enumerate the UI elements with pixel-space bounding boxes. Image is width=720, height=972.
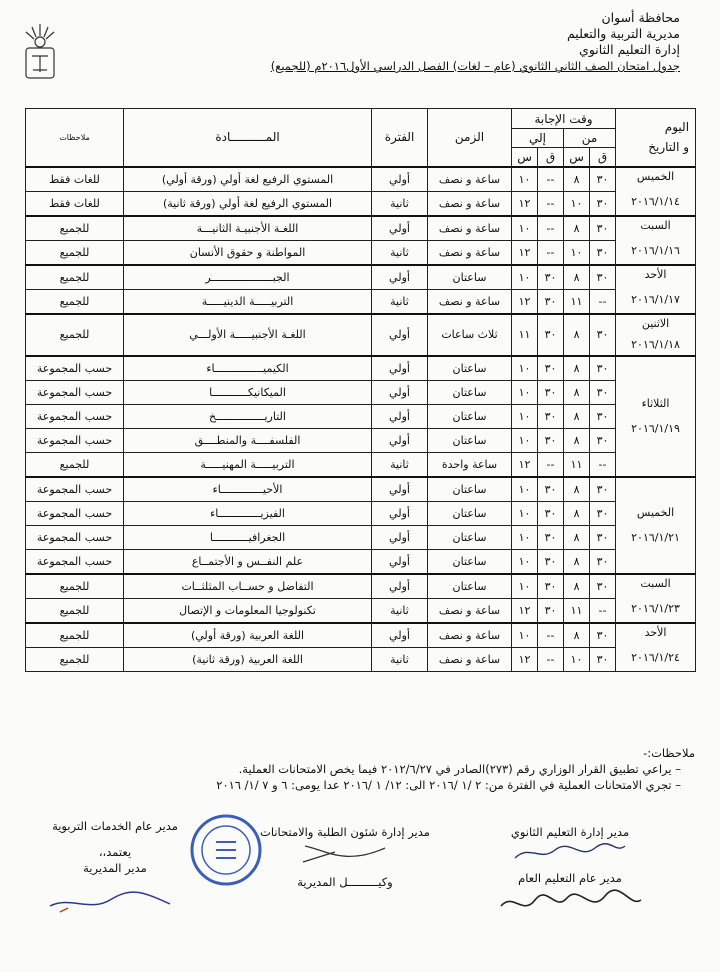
table-row [26,404,696,428]
signature-right-sub: مدير عام التعليم العام [518,871,622,885]
duration: ساعتان [428,525,512,549]
day-date: ٢٠١٦/١/٢٣ [631,601,680,615]
day-cell [616,477,696,574]
period: أولي [372,265,428,290]
from-minutes: -- [590,598,616,623]
table-row [26,216,696,241]
subject: المواطنة و حقوق الأنسان [124,240,372,265]
table-row [26,525,696,549]
day-date: ٢٠١٦/١/٢١ [631,531,680,544]
from-minutes: -- [590,452,616,477]
note: حسب المجموعة [26,549,124,574]
table-row [26,623,696,648]
table-row [26,314,696,356]
day-name: الخميس [636,506,675,519]
table-caption: جدول امتحان الصف الثاني الثانوي (عام – لغات) الفصل الدراسي الأول٢٠١٦م (للجميع) [270,59,680,73]
from-hours: ١٠ [564,240,590,265]
from-hours: ١١ [564,452,590,477]
note: للجميع [26,452,124,477]
to-minutes: -- [538,647,564,671]
to-hours: ١٢ [512,240,538,265]
from-hours: ٨ [564,623,590,648]
to-minutes: ٣٠ [538,477,564,502]
to-minutes: ٣٠ [538,380,564,404]
period: ثانية [372,647,428,671]
to-hours: ١٠ [512,428,538,452]
header-date: و التاريخ [648,140,690,155]
header-period: الفترة [372,109,428,167]
period: أولي [372,574,428,599]
period: أولي [372,428,428,452]
duration: ساعة و نصف [428,598,512,623]
subject: الجبـــــــــــــــــــر [124,265,372,290]
subject: الميكانيكـــــــــــا [124,380,372,404]
duration: ساعتان [428,477,512,502]
from-minutes: ٣٠ [590,314,616,356]
to-minutes: ٣٠ [538,356,564,381]
from-minutes: ٣٠ [590,477,616,502]
notes-title: ملاحظات:- [643,746,695,760]
period: ثانية [372,598,428,623]
day-name: السبت [640,576,671,590]
to-minutes: ٣٠ [538,314,564,356]
period: أولي [372,549,428,574]
from-hours: ٨ [564,574,590,599]
day-date: ٢٠١٦/١/٢٤ [631,650,680,664]
duration: ساعة و نصف [428,216,512,241]
table-row [26,477,696,502]
to-hours: ١٢ [512,191,538,216]
table-row [26,191,696,216]
to-hours: ١٠ [512,501,538,525]
document-header [271,10,680,74]
signature-block-left [30,818,200,920]
subject: اللغـة الأجنبيـــــة الأولـــي [124,314,372,356]
subject: المستوي الرفيع لغة أولي (ورقة ثانية) [124,191,372,216]
period: أولي [372,216,428,241]
from-minutes: ٣٠ [590,191,616,216]
to-minutes: -- [538,240,564,265]
from-hours: ٨ [564,428,590,452]
to-hours: ١٢ [512,289,538,314]
to-minutes: -- [538,216,564,241]
emblem-logo-icon [18,20,62,86]
header-to-hours: س [512,148,538,167]
signature-left-sub: مدير المديرية [83,861,147,875]
day-cell [616,265,696,314]
note: للجميع [26,647,124,671]
from-hours: ١١ [564,289,590,314]
from-minutes: ٣٠ [590,356,616,381]
subject: اللغة العربية (ورقة ثانية) [124,647,372,671]
day-name: السبت [640,218,671,232]
subject: اللغة العربية (ورقة أولي) [124,623,372,648]
signature-block-right [480,824,660,924]
to-minutes: ٣٠ [538,404,564,428]
table-row [26,356,696,381]
from-hours: ٨ [564,501,590,525]
duration: ساعة و نصف [428,623,512,648]
note: للجميع [26,240,124,265]
subject: التربيـــــة المهنيـــــة [124,452,372,477]
handwritten-signature-icon [495,886,645,920]
signature-left-mid: يعتمد،، [98,845,132,859]
from-minutes: ٣٠ [590,501,616,525]
duration: ساعتان [428,380,512,404]
period: ثانية [372,452,428,477]
handwritten-signature-icon [510,840,630,866]
to-hours: ١٢ [512,598,538,623]
period: أولي [372,314,428,356]
table-row [26,240,696,265]
from-hours: ١٠ [564,191,590,216]
signature-middle-title: مدير إدارة شئون الطلبة والامتحانات [260,825,430,839]
day-name: الاثنين [641,316,670,330]
table-row [26,647,696,671]
duration: ساعتان [428,501,512,525]
note: للغات فقط [26,167,124,192]
note: للجميع [26,216,124,241]
day-date: ٢٠١٦/١/١٤ [631,194,680,208]
from-hours: ٨ [564,167,590,192]
to-hours: ١٠ [512,623,538,648]
to-hours: ١٠ [512,380,538,404]
day-name: الأحد [644,625,667,639]
duration: ساعتان [428,428,512,452]
day-date: ٢٠١٦/١/١٩ [631,422,680,435]
table-row [26,574,696,599]
from-minutes: ٣٠ [590,525,616,549]
header-from-hours: س [564,148,590,167]
header-from: من [564,129,616,148]
header-day: اليوم [664,120,690,135]
from-hours: ٨ [564,380,590,404]
subject: المستوي الرفيع لغة أولي (ورقة أولي) [124,167,372,192]
from-hours: ١٠ [564,647,590,671]
from-minutes: ٣٠ [590,380,616,404]
note: حسب المجموعة [26,380,124,404]
duration: ساعتان [428,574,512,599]
duration: ثلاث ساعات [428,314,512,356]
handwritten-signature-icon [295,840,395,870]
note: حسب المجموعة [26,428,124,452]
subject: الأحيـــــــــــــاء [124,477,372,502]
period: أولي [372,477,428,502]
directorate-name: مديرية التربية والتعليم [566,26,680,41]
to-minutes: ٣٠ [538,574,564,599]
from-hours: ٨ [564,265,590,290]
duration: ساعتان [428,265,512,290]
note: للجميع [26,314,124,356]
table-row [26,289,696,314]
from-hours: ٨ [564,525,590,549]
period: أولي [372,356,428,381]
to-minutes: -- [538,167,564,192]
day-date: ٢٠١٦/١/١٧ [631,292,680,306]
subject: الكيميـــــــــــــــاء [124,356,372,381]
note: للجميع [26,598,124,623]
day-name: الأحد [644,267,667,281]
day-cell [616,623,696,672]
day-name: الخميس [636,169,675,183]
department-name: إدارة التعليم الثانوي [579,42,680,57]
subject: التاريـــــــــــــــخ [124,404,372,428]
subject: الجغرافيـــــــــــا [124,525,372,549]
table-row [26,380,696,404]
subject: الفيزيـــــــــــــاء [124,501,372,525]
to-hours: ١٠ [512,525,538,549]
governorate-name: محافظة أسوان [601,10,680,25]
duration: ساعة و نصف [428,647,512,671]
from-minutes: ٣٠ [590,549,616,574]
notes-line-1: – يراعي تطبيق القرار الوزاري رقم (٢٧٣)الصادر في ٢٠١٢/٦/٢٧ فيما يخص الامتحانات العملية. [238,762,681,776]
from-minutes: ٣٠ [590,647,616,671]
to-minutes: -- [538,452,564,477]
note: للجميع [26,265,124,290]
from-minutes: -- [590,289,616,314]
day-cell [616,216,696,265]
duration: ساعة واحدة [428,452,512,477]
to-minutes: ٣٠ [538,501,564,525]
to-minutes: ٣٠ [538,525,564,549]
header-to-minutes: ق [538,148,564,167]
note: حسب المجموعة [26,477,124,502]
to-hours: ١١ [512,314,538,356]
handwritten-signature-icon [40,876,190,916]
day-name: الثلاثاء [641,397,670,410]
header-notes: ملاحظات [26,109,124,167]
note: للجميع [26,574,124,599]
signature-middle-sub: وكيـــــــــل المديرية [297,875,393,889]
exam-schedule-table [25,108,696,672]
to-minutes: ٣٠ [538,428,564,452]
duration: ساعتان [428,404,512,428]
period: أولي [372,404,428,428]
signature-left-title: مدير عام الخدمات التربوية [52,819,178,833]
to-hours: ١٠ [512,356,538,381]
from-minutes: ٣٠ [590,623,616,648]
note: حسب المجموعة [26,356,124,381]
header-from-minutes: ق [590,148,616,167]
period: ثانية [372,289,428,314]
table-row [26,167,696,192]
from-minutes: ٣٠ [590,265,616,290]
note: حسب المجموعة [26,404,124,428]
from-hours: ١١ [564,598,590,623]
from-minutes: ٣٠ [590,428,616,452]
table-row [26,452,696,477]
subject: التفاضل و حســاب المثلثــات [124,574,372,599]
subject: علم النفــس و الأجتمــاع [124,549,372,574]
header-to: إلي [512,129,564,148]
notes-line-2: – تجري الامتحانات العملية في الفترة من: ٢ /١ /٢٠١٦ الى: ١٢/ ١ /٢٠١٦ عدا يومى: ٦ و ٧ /١/ ٢٠١٦ [216,778,681,792]
from-hours: ٨ [564,356,590,381]
period: ثانية [372,191,428,216]
to-hours: ١٠ [512,167,538,192]
signature-block-middle [250,824,440,890]
from-hours: ٨ [564,549,590,574]
day-date: ٢٠١٦/١/١٨ [631,337,680,351]
to-minutes: ٣٠ [538,289,564,314]
to-hours: ١٠ [512,404,538,428]
from-minutes: ٣٠ [590,404,616,428]
duration: ساعة و نصف [428,289,512,314]
note: للجميع [26,623,124,648]
notes-section [25,745,695,793]
period: أولي [372,501,428,525]
from-minutes: ٣٠ [590,240,616,265]
subject: الفلسفــــة والمنطــــق [124,428,372,452]
period: أولي [372,525,428,549]
day-date: ٢٠١٦/١/١٦ [631,243,680,257]
to-hours: ١٠ [512,574,538,599]
to-minutes: ٣٠ [538,549,564,574]
period: أولي [372,167,428,192]
to-hours: ١٢ [512,452,538,477]
to-hours: ١٠ [512,265,538,290]
day-cell [616,314,696,356]
day-cell [616,574,696,623]
note: للغات فقط [26,191,124,216]
signature-right-title: مدير إدارة التعليم الثانوي [510,825,630,839]
header-subject: المــــــــــادة [124,109,372,167]
table-row [26,598,696,623]
from-minutes: ٣٠ [590,574,616,599]
table-row [26,265,696,290]
period: أولي [372,623,428,648]
to-hours: ١٠ [512,216,538,241]
from-hours: ٨ [564,404,590,428]
day-cell [616,167,696,216]
period: ثانية [372,240,428,265]
from-hours: ٨ [564,314,590,356]
duration: ساعتان [428,549,512,574]
to-minutes: ٣٠ [538,265,564,290]
note: حسب المجموعة [26,525,124,549]
duration: ساعتان [428,356,512,381]
to-minutes: -- [538,191,564,216]
from-minutes: ٣٠ [590,216,616,241]
to-hours: ١٠ [512,477,538,502]
to-minutes: ٣٠ [538,598,564,623]
subject: التربيـــــة الدينيـــــة [124,289,372,314]
table-row [26,549,696,574]
from-hours: ٨ [564,477,590,502]
to-minutes: -- [538,623,564,648]
to-hours: ١٠ [512,549,538,574]
duration: ساعة و نصف [428,167,512,192]
header-answer-time: وقت الإجابة [512,109,616,129]
table-row [26,501,696,525]
to-hours: ١٢ [512,647,538,671]
header-duration: الزمن [428,109,512,167]
header-day-date [616,109,696,167]
duration: ساعة و نصف [428,191,512,216]
table-row [26,428,696,452]
note: حسب المجموعة [26,501,124,525]
period: أولي [372,380,428,404]
note: للجميع [26,289,124,314]
from-minutes: ٣٠ [590,167,616,192]
from-hours: ٨ [564,216,590,241]
subject: تكنولوجيا المعلومات و الإتصال [124,598,372,623]
day-cell [616,356,696,477]
subject: اللغـة الأجنبيـة الثانيـــة [124,216,372,241]
duration: ساعة و نصف [428,240,512,265]
